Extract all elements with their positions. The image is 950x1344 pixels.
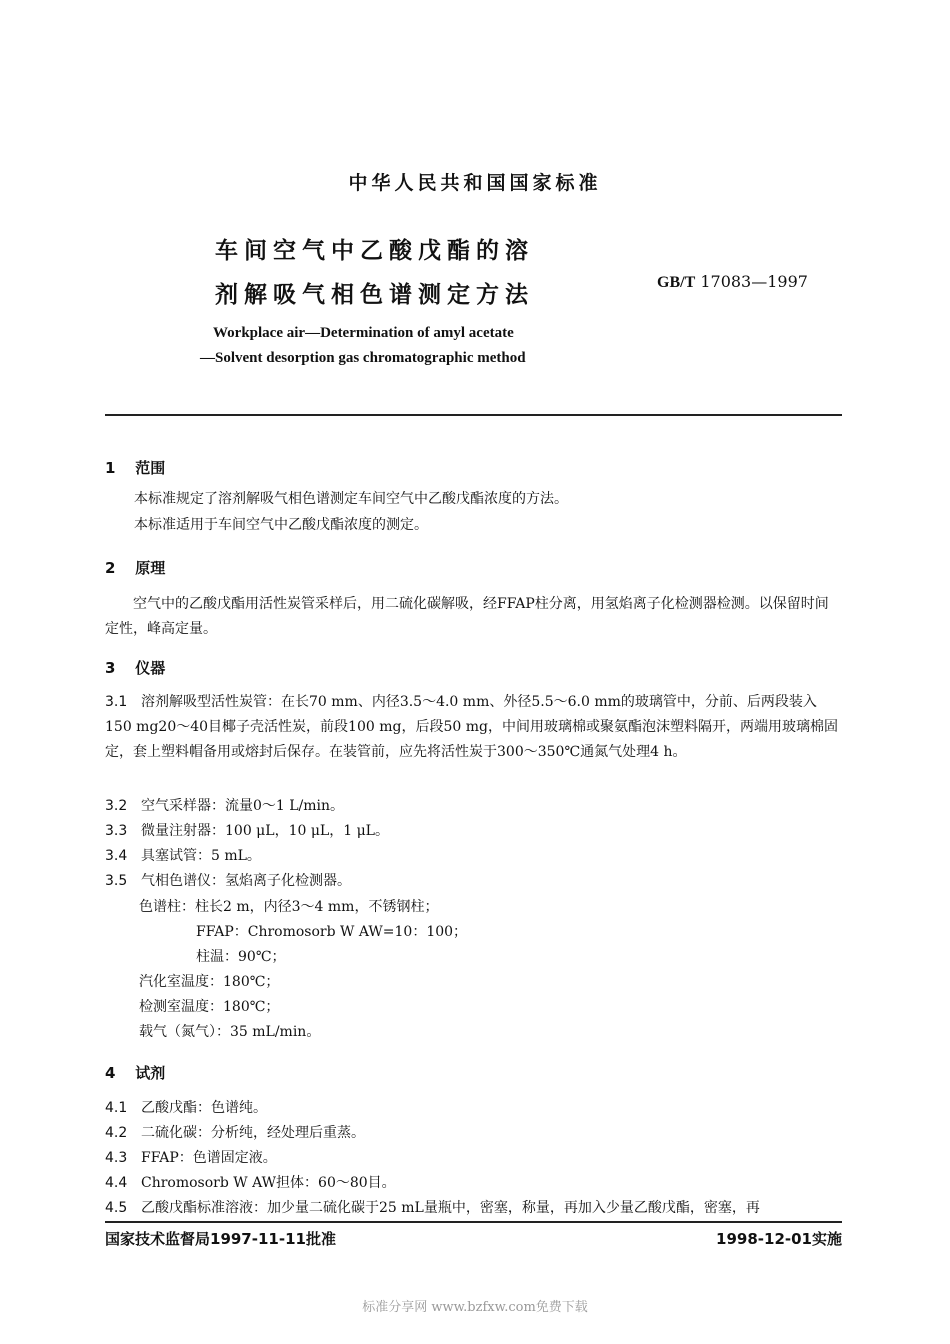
clause-text: 乙酸戊酯：色谱纯。 bbox=[141, 1100, 267, 1116]
clause-text: 乙酸戊酯标准溶液：加少量二硫化碳于25 mL量瓶中，密塞，称量，再加入少量乙酸戊酯，密塞，再 bbox=[141, 1200, 760, 1216]
watermark: 标准分享网 www.bzfxw.com免费下载 bbox=[362, 1300, 588, 1315]
standard-header: 中华人民共和国国家标准 bbox=[348, 172, 602, 194]
code-prefix: GB/T bbox=[657, 274, 696, 291]
paragraph: 空气中的乙酸戊酯用活性炭管采样后，用二硫化碳解吸，经FFAP柱分离，用氢焰离子化检测器检测。以保留时间定性，峰高定量。 bbox=[105, 596, 829, 637]
clause-text: 微量注射器：100 μL，10 μL，1 μL。 bbox=[141, 823, 389, 839]
spec-carrier-gas: 载气（氮气）：35 mL/min。 bbox=[139, 1024, 321, 1040]
clause-number: 4.5 bbox=[105, 1200, 128, 1216]
approval-line: 国家技术监督局1997-11-11批准 bbox=[105, 1230, 336, 1248]
section-title: 原理 bbox=[135, 559, 166, 577]
clause-number: 4.4 bbox=[105, 1175, 128, 1191]
section-title: 试剂 bbox=[135, 1064, 166, 1082]
section-4-heading bbox=[105, 1062, 165, 1083]
section-title: 仪器 bbox=[135, 659, 166, 677]
clause-4-5 bbox=[105, 1197, 840, 1217]
spec-detector-temp: 检测室温度：180℃； bbox=[139, 999, 280, 1015]
clause-4-3 bbox=[105, 1147, 277, 1167]
clause-3-5 bbox=[105, 870, 351, 890]
clause-4-4 bbox=[105, 1172, 396, 1192]
clause-text: 气相色谱仪：氢焰离子化检测器。 bbox=[141, 873, 351, 889]
paragraph: 本标准规定了溶剂解吸气相色谱测定车间空气中乙酸戊酯浓度的方法。 bbox=[134, 491, 568, 507]
title-en-line-2: —Solvent desorption gas chromatographic method bbox=[200, 350, 526, 366]
clause-3-1 bbox=[105, 690, 840, 765]
clause-text: FFAP：色谱固定液。 bbox=[141, 1150, 277, 1166]
spec-column: 色谱柱：柱长2 m，内径3～4 mm，不锈钢柱； bbox=[139, 899, 439, 915]
section-1-heading bbox=[105, 457, 165, 478]
spec-ffap: FFAP：Chromosorb W AW=10：100； bbox=[196, 924, 468, 940]
paragraph: 本标准适用于车间空气中乙酸戊酯浓度的测定。 bbox=[134, 517, 428, 533]
code-number: 17083—1997 bbox=[700, 272, 808, 291]
standard-code bbox=[657, 272, 808, 292]
spec-vaporizer-temp: 汽化室温度：180℃； bbox=[139, 974, 280, 990]
title-cn-line-2: 剂解吸气相色谱测定方法 bbox=[215, 281, 534, 308]
section-number: 3 bbox=[105, 659, 116, 677]
section-2-heading bbox=[105, 557, 165, 578]
clause-3-4 bbox=[105, 845, 261, 865]
clause-text: 溶剂解吸型活性炭管：在长70 mm、内径3.5～4.0 mm、外径5.5～6.0 mm的玻璃管中，分前、后两段装入150 mg20～40目椰子壳活性炭，前段100 mg，后段50 mg，中间用玻璃棉或聚氨酯泡沫塑料隔开，两端用玻璃棉固定，套上塑料帽备用或熔封后保存。在装管前，应先将活性炭于300～350℃通氮气处理4 h。 bbox=[105, 694, 838, 760]
clause-3-3 bbox=[105, 820, 389, 840]
clause-3-2 bbox=[105, 795, 344, 815]
clause-number: 4.2 bbox=[105, 1125, 128, 1141]
section-title: 范围 bbox=[135, 459, 166, 477]
section-number: 4 bbox=[105, 1064, 116, 1082]
section-number: 2 bbox=[105, 559, 116, 577]
section-number: 1 bbox=[105, 459, 116, 477]
clause-number: 3.3 bbox=[105, 823, 128, 839]
title-cn-line-1: 车间空气中乙酸戊酯的溶 bbox=[215, 237, 534, 264]
clause-number: 3.2 bbox=[105, 798, 128, 814]
spec-column-temp: 柱温：90℃； bbox=[196, 949, 286, 965]
clause-number: 3.1 bbox=[105, 694, 128, 710]
implementation-line: 1998-12-01实施 bbox=[716, 1230, 842, 1248]
clause-number: 3.5 bbox=[105, 873, 128, 889]
clause-number: 4.1 bbox=[105, 1100, 128, 1116]
clause-text: 二硫化碳：分析纯，经处理后重蒸。 bbox=[141, 1125, 365, 1141]
title-en-line-1: Workplace air—Determination of amyl acetate bbox=[213, 325, 514, 341]
clause-text: Chromosorb W AW担体：60～80目。 bbox=[141, 1175, 396, 1191]
clause-4-1 bbox=[105, 1097, 267, 1117]
clause-number: 4.3 bbox=[105, 1150, 128, 1166]
clause-4-2 bbox=[105, 1122, 365, 1142]
clause-number: 3.4 bbox=[105, 848, 128, 864]
header-rule bbox=[105, 414, 842, 416]
section-3-heading bbox=[105, 657, 165, 678]
footer-rule bbox=[105, 1221, 842, 1223]
clause-text: 空气采样器：流量0～1 L/min。 bbox=[141, 798, 345, 814]
clause-text: 具塞试管：5 mL。 bbox=[141, 848, 261, 864]
